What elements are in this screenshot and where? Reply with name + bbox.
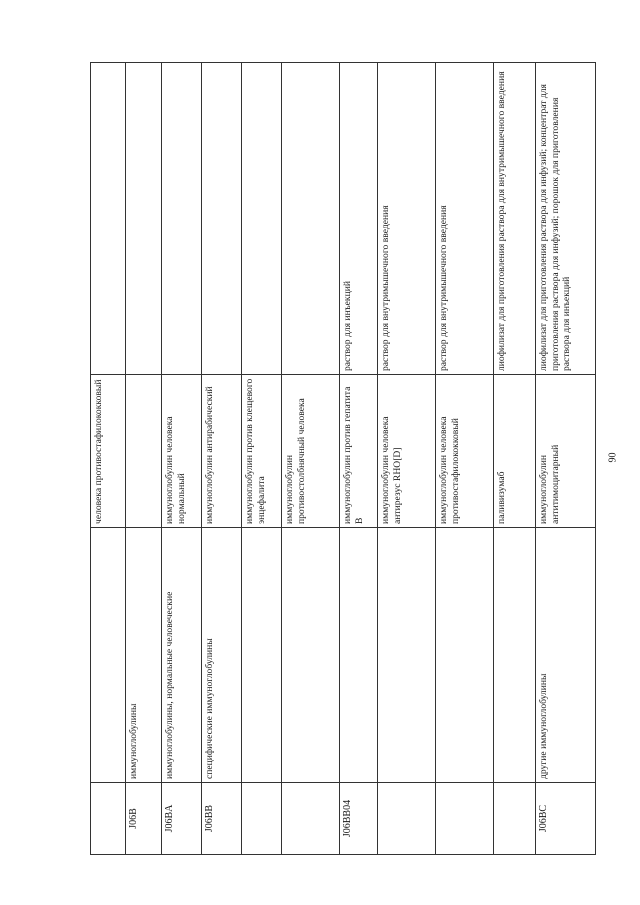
dosage-form-cell: лиофилизат для приготовления раствора для внутримышечного введения xyxy=(494,63,536,375)
drug-name-cell: человека противостафилококковый xyxy=(91,375,126,528)
table-row xyxy=(494,63,536,855)
dosage-form-cell: раствор для внутримышечного введения xyxy=(436,63,494,375)
drug-name-cell: паливизумаб xyxy=(494,375,536,528)
atc-code-cell xyxy=(91,783,126,855)
table-row xyxy=(91,63,126,855)
group-name-cell xyxy=(91,528,126,783)
page-number: 90 xyxy=(607,452,619,463)
drug-name-cell: иммуноглобулин антирабический xyxy=(202,375,242,528)
table-row xyxy=(536,63,596,855)
dosage-form-cell xyxy=(91,63,126,375)
table-container xyxy=(90,63,610,855)
drug-name-cell: иммуноглобулин против клещевого энцефалита xyxy=(242,375,282,528)
atc-code-cell xyxy=(494,783,536,855)
drug-name-cell: иммуноглобулин против гепатита B xyxy=(340,375,378,528)
group-name-cell xyxy=(282,528,340,783)
atc-code-cell: J06BB xyxy=(202,783,242,855)
group-name-cell xyxy=(378,528,436,783)
group-name-cell xyxy=(340,528,378,783)
drug-name-cell xyxy=(126,375,162,528)
drug-name-cell: иммуноглобулин противостолбнячный человека xyxy=(282,375,340,528)
group-name-cell: специфические иммуноглобулины xyxy=(202,528,242,783)
table-row xyxy=(340,63,378,855)
rotated-page xyxy=(90,63,610,855)
table-row xyxy=(162,63,202,855)
table-row xyxy=(242,63,282,855)
drug-classification-table xyxy=(90,62,596,855)
group-name-cell: иммуноглобулины xyxy=(126,528,162,783)
drug-name-cell: иммуноглобулин человека противостафилококковый xyxy=(436,375,494,528)
atc-code-cell: J06B xyxy=(126,783,162,855)
dosage-form-cell xyxy=(126,63,162,375)
group-name-cell xyxy=(436,528,494,783)
table-row xyxy=(282,63,340,855)
drug-name-cell: иммуноглобулин человека антирезус RHO[D] xyxy=(378,375,436,528)
dosage-form-cell: лиофилизат для приготовления раствора для инфузий; концентрат для приготовления раствора для инфузий; порошок для приготовления раствора для инъекций xyxy=(536,63,596,375)
group-name-cell xyxy=(494,528,536,783)
dosage-form-cell xyxy=(162,63,202,375)
atc-code-cell xyxy=(242,783,282,855)
drug-name-cell: иммуноглобулин антитимоцитарный xyxy=(536,375,596,528)
table-row xyxy=(126,63,162,855)
table-row xyxy=(202,63,242,855)
atc-code-cell: J06BB04 xyxy=(340,783,378,855)
atc-code-cell xyxy=(436,783,494,855)
group-name-cell: иммуноглобулины, нормальные человеческие xyxy=(162,528,202,783)
dosage-form-cell: раствор для инъекций xyxy=(340,63,378,375)
dosage-form-cell xyxy=(242,63,282,375)
table-row xyxy=(436,63,494,855)
dosage-form-cell xyxy=(282,63,340,375)
group-name-cell: другие иммуноглобулины xyxy=(536,528,596,783)
table-row xyxy=(378,63,436,855)
group-name-cell xyxy=(242,528,282,783)
dosage-form-cell: раствор для внутримышечного введения xyxy=(378,63,436,375)
drug-name-cell: иммуноглобулин человека нормальный xyxy=(162,375,202,528)
atc-code-cell xyxy=(282,783,340,855)
atc-code-cell: J06BC xyxy=(536,783,596,855)
atc-code-cell: J06BA xyxy=(162,783,202,855)
atc-code-cell xyxy=(378,783,436,855)
dosage-form-cell xyxy=(202,63,242,375)
